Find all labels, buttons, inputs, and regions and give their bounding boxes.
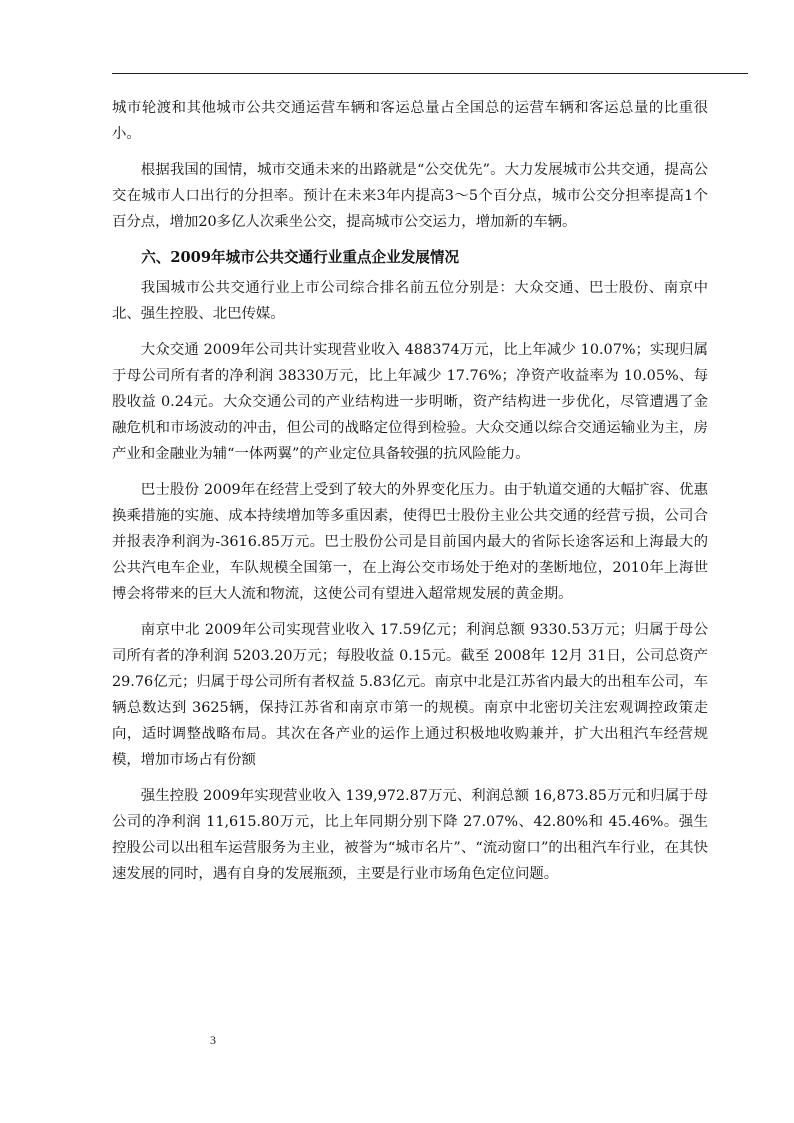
page-number: 3 xyxy=(210,1033,216,1047)
paragraph-nanjing-zhongbei: 南京中北 2009年公司实现营业收入 17.59亿元；利润总额 9330.53万元；归属于母公司所有者的净利润 5203.20万元；每股收益 0.15元。截至 2008年 12月 31日，公司总资产 29.76亿元；归属于母公司所有者权益 5.83亿元。南京中北是江苏省内最大的出租车公司，车辆总数达到 3625辆，保持江苏省和南京市第一的规模。南京中北密切关注宏观调控政策走向，适时调整战略布局。其次在各产业的运作上通过积极地收购兼并，扩大出租汽车经营规模，增加市场占有份额 xyxy=(112,622,708,768)
section-heading: 六、2009年城市公共交通行业重点企业发展情况 xyxy=(141,249,460,266)
paragraph-qiangsheng-holdings: 强生控股 2009年实现营业收入 139,972.87万元、利润总额 16,873.85万元和归属于母公司的净利润 11,615.80万元，比上年同期分别下降 27.07%、42.80%和 45.46%。强生控股公司以出租车运营服务为主业，被誉为“城市名片”、“流动窗口”的出租汽车行业，在其快速发展的同时，遇有自身的发展瓶颈，主要是行业市场角色定位问题。 xyxy=(112,788,708,882)
paragraph-top-companies: 我国城市公共交通行业上市公司综合排名前五位分别是：大众交通、巴士股份、南京中北、强生控股、北巴传媒。 xyxy=(112,280,708,322)
paragraph-dazhong-transport: 大众交通 2009年公司共计实现营业收入 488374万元，比上年减少 10.07%；实现归属于母公司所有者的净利润 38330万元，比上年减少 17.76%；净资产收益率为 10.05%、每股收益 0.24元。大众交通公司的产业结构进一步明晰，资产结构进一步优化，尽管遭遇了金融危机和市场波动的冲击，但公司的战略定位得到检验。大众交通以综合交通运输业为主，房产业和金融业为辅“一体两翼”的产业定位具备较强的抗风险能力。 xyxy=(112,342,708,462)
header-rule xyxy=(112,73,748,74)
paragraph-continuation: 城市轮渡和其他城市公共交通运营车辆和客运总量占全国总的运营车辆和客运总量的比重很小。 xyxy=(112,100,708,142)
paragraph-public-transit-priority: 根据我国的国情，城市交通未来的出路就是“公交优先”。大力发展城市公共交通，提高公交在城市人口出行的分担率。预计在未来3年内提高3～5个百分点，城市公交分担率提高1个百分点，增加20多亿人次乘坐公交，提高城市公交运力，增加新的车辆。 xyxy=(112,162,708,230)
document-body xyxy=(112,95,708,897)
paragraph-bashi-shares: 巴士股份 2009年在经营上受到了较大的外界变化压力。由于轨道交通的大幅扩容、优惠换乘措施的实施、成本持续增加等多重因素，使得巴士股份主业公共交通的经营亏损，公司合并报表净利润为-3616.85万元。巴士股份公司是目前国内最大的省际长途客运和上海最大的公共汽电车企业，车队规模全国第一，在上海公交市场处于绝对的垄断地位，2010年上海世博会将带来的巨大人流和物流，这使公司有望进入超常规发展的黄金期。 xyxy=(112,482,708,602)
